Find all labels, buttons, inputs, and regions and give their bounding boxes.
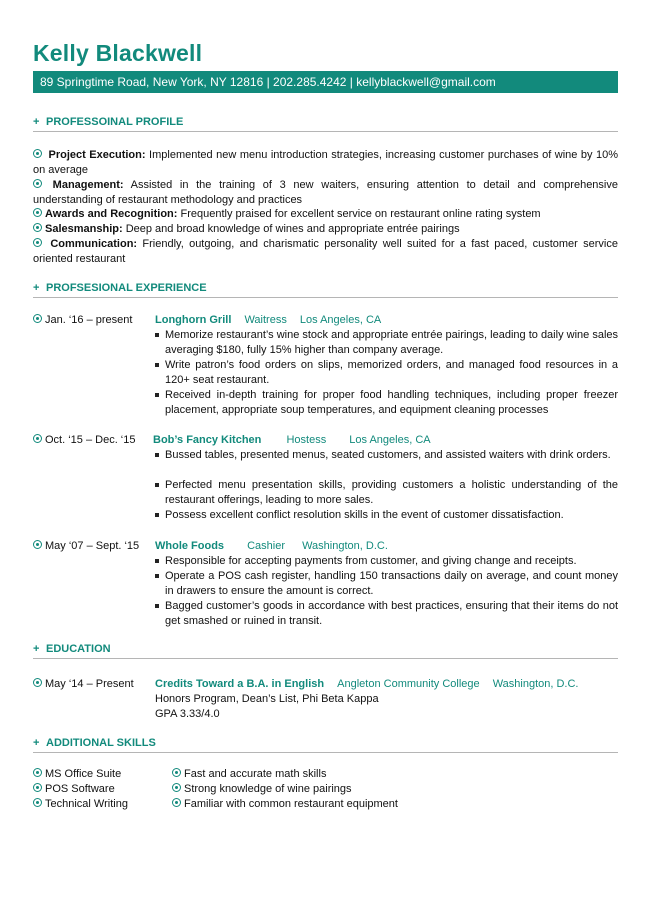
target-bullet-icon (33, 179, 42, 188)
section-title: PROFESSOINAL PROFILE (46, 116, 184, 128)
square-bullet-icon (155, 574, 159, 578)
section-divider (33, 658, 618, 659)
target-bullet-icon (33, 314, 42, 323)
job-title: Cashier (247, 540, 286, 552)
skill-item: Familiar with common restaurant equipment (172, 797, 398, 812)
job-header (153, 433, 431, 448)
job-header (155, 313, 381, 328)
target-bullet-icon (33, 223, 42, 232)
square-bullet-icon (155, 453, 159, 457)
section-heading-profile (33, 116, 618, 130)
job-bullet: Received in-depth training for proper food handling techniques, including proper freezer placement, appropriate soup temperatures, and equipment cleaning processes (155, 388, 618, 418)
job-bullet: Write patron’s food orders on slips, memorized orders, and managed food resources in a 120+ seat restaurant. (155, 358, 618, 388)
job-bullet: Bagged customer’s goods in accordance with best practices, ensuring that their items do not get smashed or ruined in transit. (155, 599, 618, 629)
section-title: EDUCATION (46, 643, 111, 655)
job-dates: Oct. ‘15 – Dec. ‘15 (33, 433, 136, 448)
profile-item (33, 222, 618, 237)
employer: Whole Foods (155, 540, 225, 552)
job-dates: Jan. ‘16 – present (33, 313, 132, 328)
education-header (155, 677, 578, 692)
job-header (155, 539, 388, 554)
profile-item-label: Management: (52, 179, 124, 191)
profile-item (33, 237, 618, 267)
profile-item-label: Communication: (50, 238, 138, 250)
target-bullet-icon (33, 540, 42, 549)
section-heading-education (33, 643, 618, 657)
section-heading-experience (33, 282, 618, 296)
skill-item: Technical Writing (33, 797, 128, 812)
target-bullet-icon (33, 434, 42, 443)
section-heading-skills (33, 737, 618, 751)
profile-item-label: Project Execution: (48, 149, 146, 161)
profile-item-text: Deep and broad knowledge of wines and appropriate entrée pairings (122, 223, 460, 235)
square-bullet-icon (155, 333, 159, 337)
employer: Bob’s Fancy Kitchen (153, 434, 262, 446)
profile-item-text: Frequently praised for excellent service on restaurant online rating system (177, 208, 541, 220)
profile-item-label: Salesmanship: (45, 223, 123, 235)
profile-item (33, 178, 618, 208)
job-bullet: Memorize restaurant’s wine stock and appropriate entrée pairings, leading to daily wine sales averaging $180, fully 15% higher than company average. (155, 328, 618, 358)
square-bullet-icon (155, 513, 159, 517)
plus-icon: + (33, 643, 40, 655)
section-divider (33, 131, 618, 132)
job-bullet: Operate a POS cash register, handling 150 transactions daily on average, and count money in drawers to ensure the amount is correct. (155, 569, 618, 599)
contact-bar: 89 Springtime Road, New York, NY 12816 | 202.285.4242 | kellyblackwell@gmail.com (33, 71, 618, 93)
target-bullet-icon (172, 798, 181, 807)
profile-item-text: Assisted in the training of 3 new waiters, ensuring attention to detail and comprehensive understanding of restaurant methodology and practices (33, 179, 618, 206)
profile-item (33, 148, 618, 178)
plus-icon: + (33, 116, 40, 128)
target-bullet-icon (33, 798, 42, 807)
plus-icon: + (33, 737, 40, 749)
candidate-name: Kelly Blackwell (33, 40, 203, 66)
job-bullet: Bussed tables, presented menus, seated customers, and assisted waiters with drink orders. (155, 448, 618, 463)
skill-item: POS Software (33, 782, 115, 797)
job-location: Los Angeles, CA (299, 314, 382, 326)
job-title: Hostess (286, 434, 327, 446)
square-bullet-icon (155, 393, 159, 397)
section-divider (33, 297, 618, 298)
target-bullet-icon (33, 783, 42, 792)
job-location: Los Angeles, CA (349, 434, 431, 446)
skill-item: Fast and accurate math skills (172, 767, 326, 782)
job-title: Waitress (244, 314, 287, 326)
job-bullet: Possess excellent conflict resolution skills in the event of customer dissatisfaction. (155, 508, 618, 523)
education-dates: May ‘14 – Present (33, 677, 134, 692)
profile-item-label: Awards and Recognition: (45, 208, 178, 220)
degree: Credits Toward a B.A. in English (155, 678, 325, 690)
square-bullet-icon (155, 559, 159, 563)
target-bullet-icon (33, 238, 42, 247)
profile-item-text: Friendly, outgoing, and charismatic personality well suited for a fast paced, customer service oriented restaurant (33, 238, 618, 265)
school: Angleton Community College (337, 678, 480, 690)
job-dates: May ‘07 – Sept. ‘15 (33, 539, 139, 554)
skill-item: Strong knowledge of wine pairings (172, 782, 352, 797)
section-divider (33, 752, 618, 753)
section-title: PROFSESIONAL EXPERIENCE (46, 282, 207, 294)
target-bullet-icon (33, 208, 42, 217)
education-gpa: GPA 3.33/4.0 (155, 708, 220, 720)
square-bullet-icon (155, 604, 159, 608)
employer: Longhorn Grill (155, 314, 232, 326)
section-title: ADDITIONAL SKILLS (46, 737, 156, 749)
education-honors: Honors Program, Dean’s List, Phi Beta Kappa (155, 693, 379, 705)
target-bullet-icon (172, 768, 181, 777)
square-bullet-icon (155, 483, 159, 487)
education-location: Washington, D.C. (492, 678, 579, 690)
job-bullet: Responsible for accepting payments from customer, and giving change and receipts. (155, 554, 618, 569)
job-location: Washington, D.C. (302, 540, 388, 552)
target-bullet-icon (33, 149, 42, 158)
target-bullet-icon (33, 678, 42, 687)
job-bullet: Perfected menu presentation skills, providing customers a holistic understanding of the restaurant offerings, leading to more sales. (155, 478, 618, 508)
profile-item-text: Implemented new menu introduction strategies, increasing customer purchases of wine by 10% on average (33, 149, 619, 176)
target-bullet-icon (172, 783, 181, 792)
square-bullet-icon (155, 363, 159, 367)
profile-item (33, 207, 618, 222)
plus-icon: + (33, 282, 40, 294)
target-bullet-icon (33, 768, 42, 777)
skill-item: MS Office Suite (33, 767, 121, 782)
